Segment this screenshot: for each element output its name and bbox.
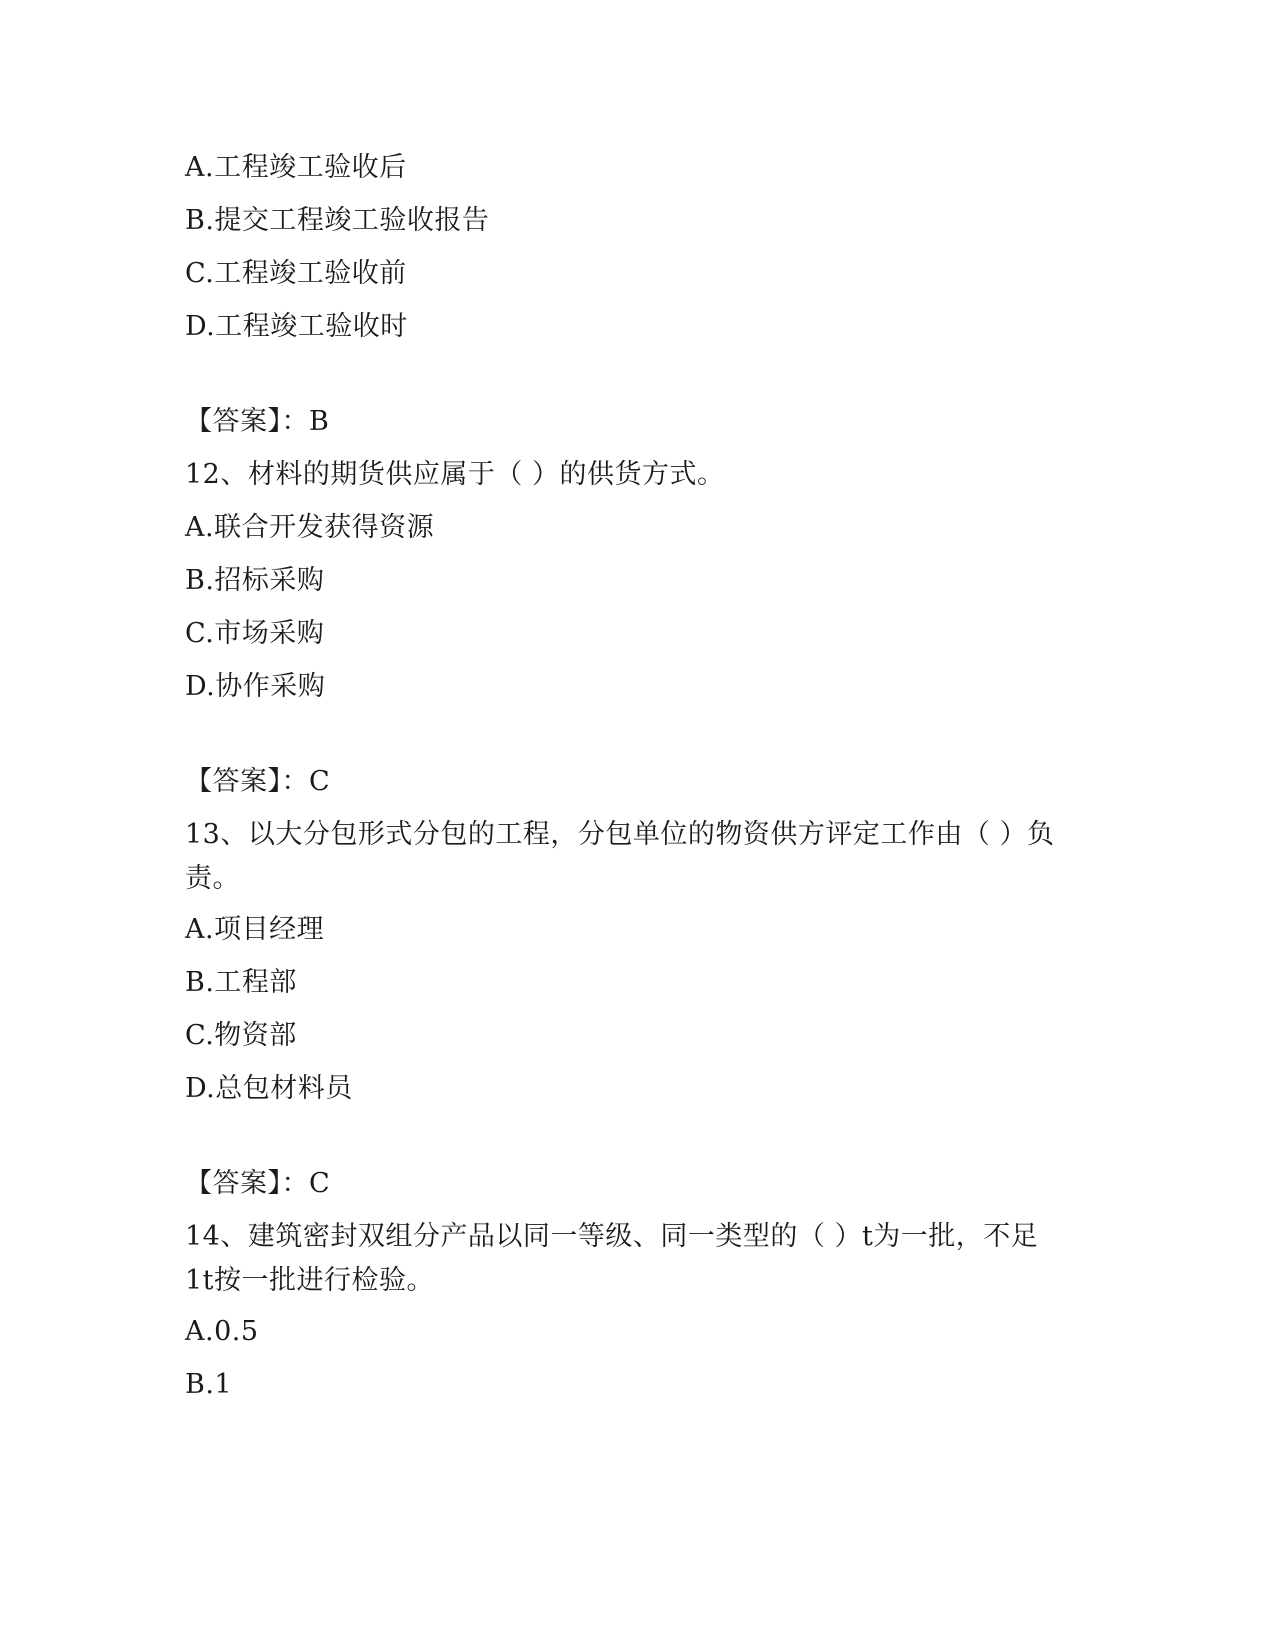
q12-answer: 【答案】：C — [185, 766, 331, 797]
q14-question: 14、建筑密封双组分产品以同一等级、同一类型的（ ）t为一批，不足1t按一批进行检验。 — [185, 1221, 1039, 1296]
q12-option-a: A.联合开发获得资源 — [185, 512, 435, 543]
q11-option-d: D.工程竣工验收时 — [185, 311, 408, 342]
q12-option-d: D.协作采购 — [185, 671, 326, 702]
q11-answer: 【答案】：B — [185, 406, 330, 437]
q13-option-d: D.总包材料员 — [185, 1073, 353, 1104]
q14-option-b: B.1 — [185, 1369, 233, 1400]
q11-option-a: A.工程竣工验收后 — [185, 152, 407, 183]
q13-answer: 【答案】：C — [185, 1168, 331, 1199]
q14-option-a: A.0.5 — [185, 1316, 259, 1347]
q11-option-c: C.工程竣工验收前 — [185, 258, 407, 289]
q12-question: 12、材料的期货供应属于（ ）的供货方式。 — [185, 459, 725, 490]
q11-option-b: B.提交工程竣工验收报告 — [185, 205, 490, 236]
q13-option-a: A.项目经理 — [185, 914, 325, 945]
q12-option-b: B.招标采购 — [185, 565, 325, 596]
q13-question: 13、以大分包形式分包的工程，分包单位的物资供方评定工作由（ ）负责。 — [185, 819, 1055, 894]
q13-option-b: B.工程部 — [185, 967, 297, 998]
q12-option-c: C.市场采购 — [185, 618, 325, 649]
q13-option-c: C.物资部 — [185, 1020, 297, 1051]
